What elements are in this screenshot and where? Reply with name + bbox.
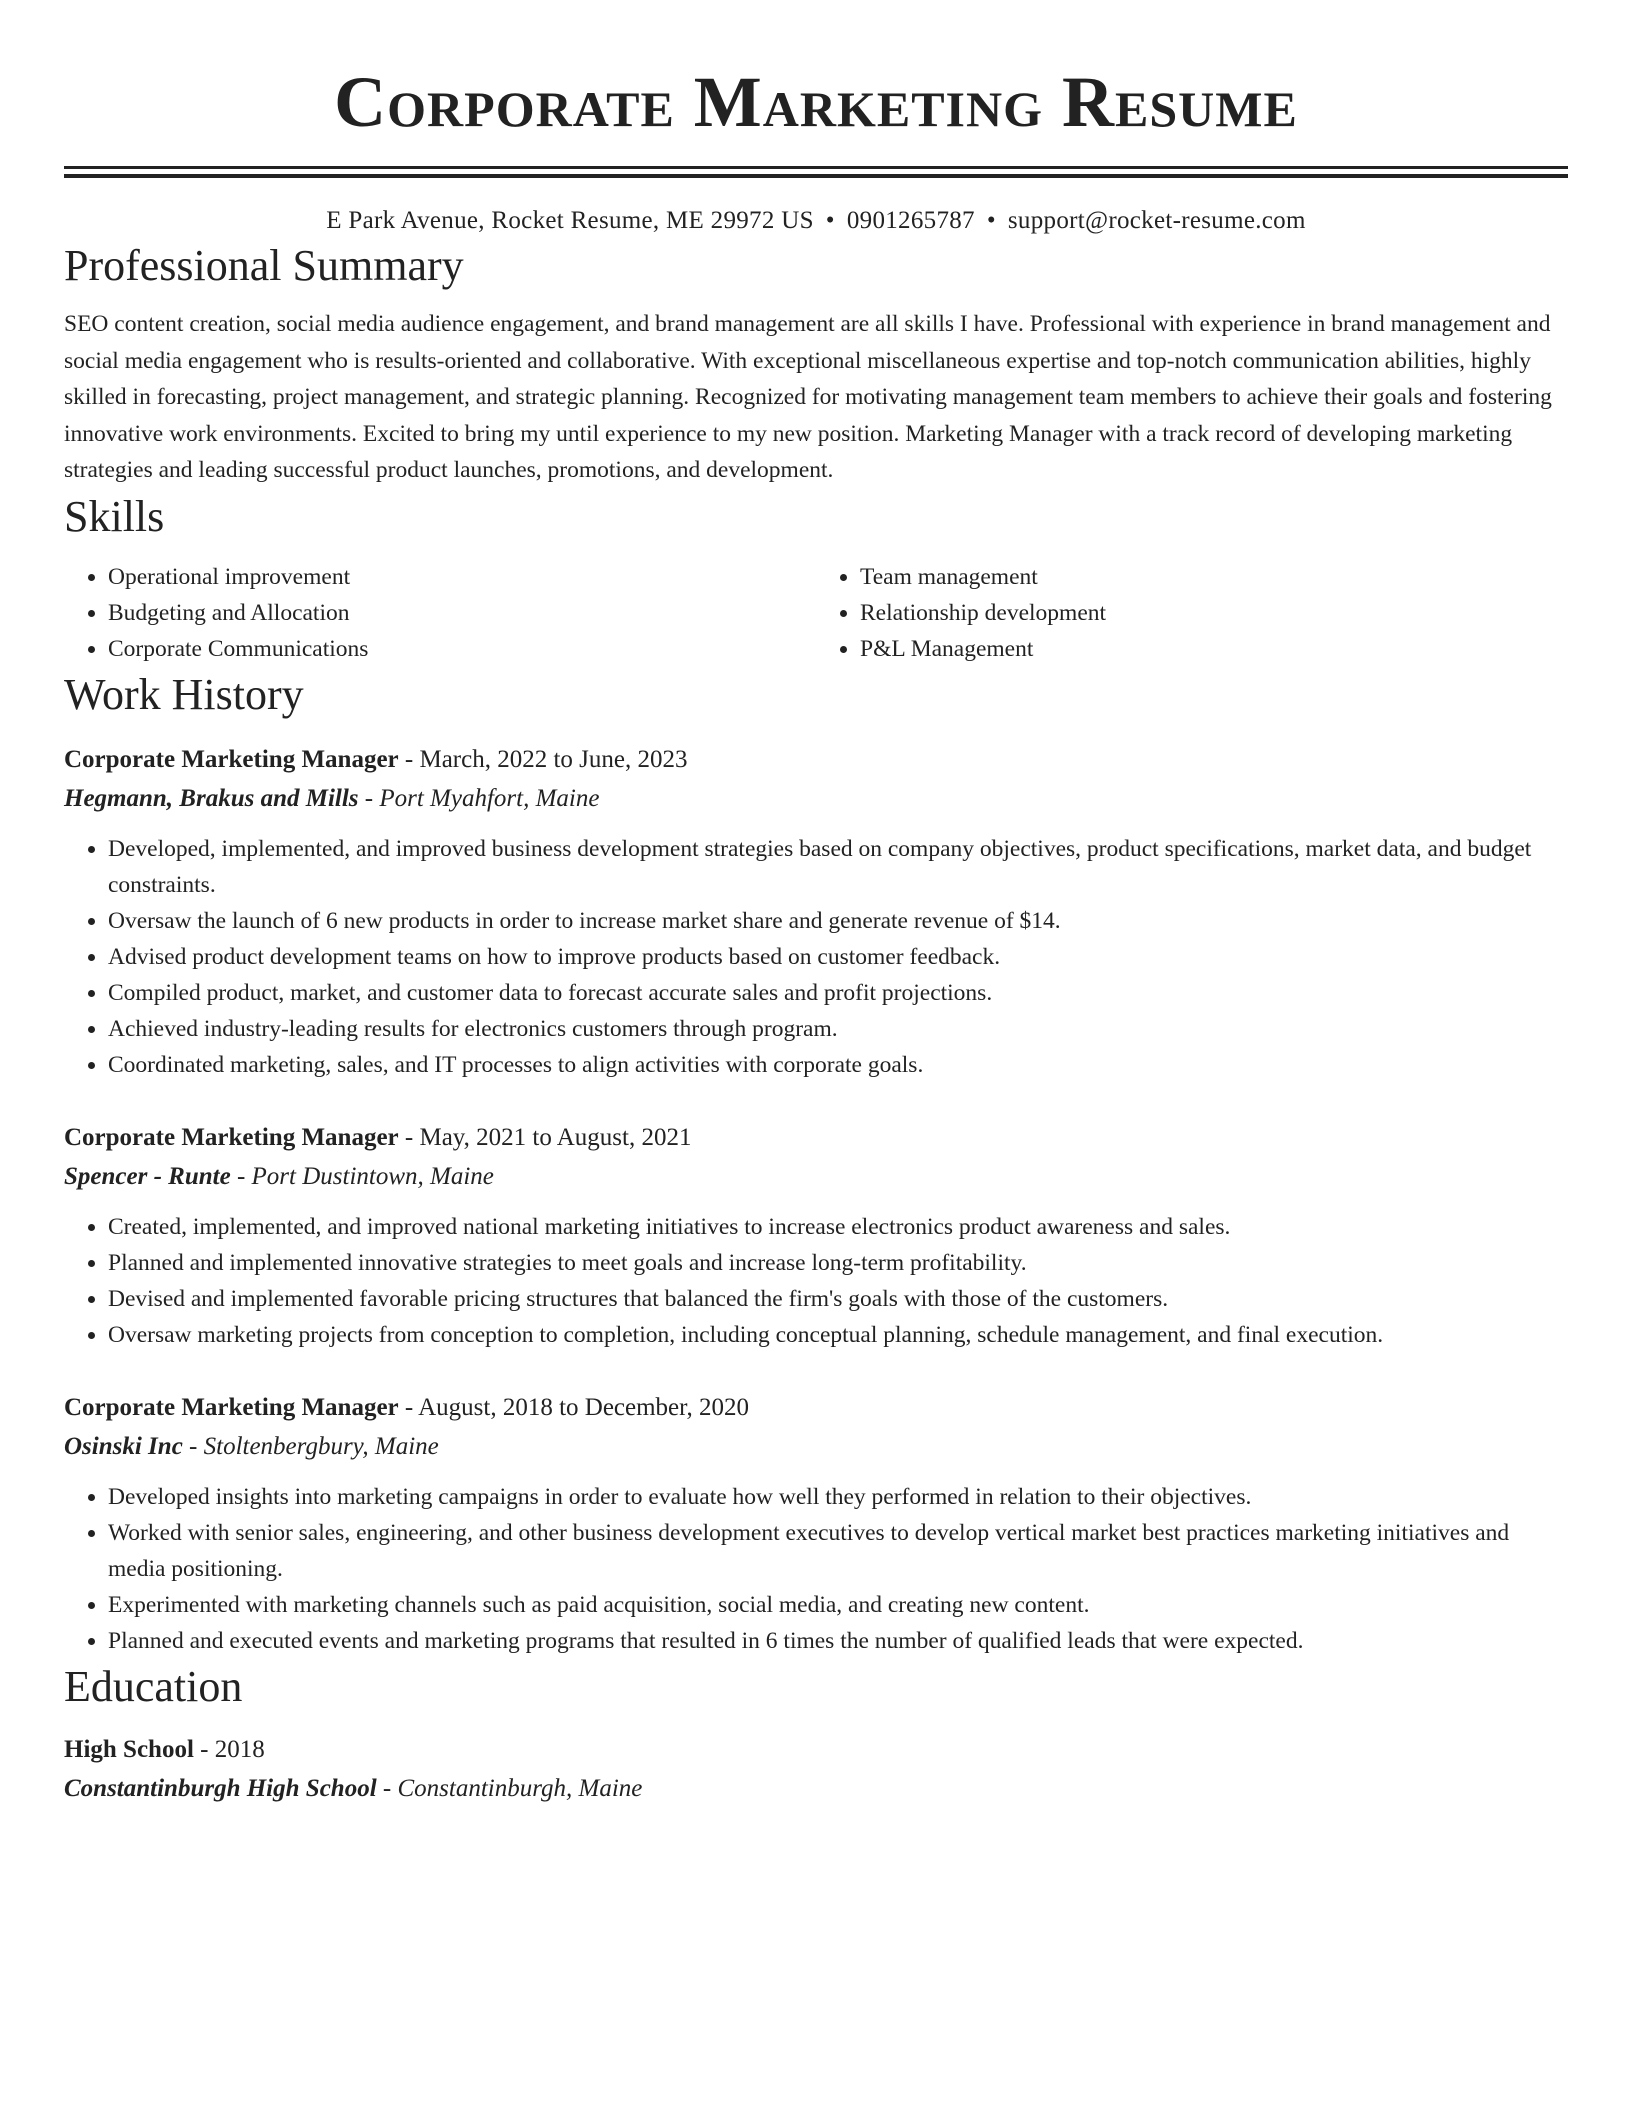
skill-item: • P&L Management [860, 631, 1568, 667]
summary-heading: Professional Summary [64, 241, 464, 290]
job-dash: - [230, 1162, 252, 1190]
job-bullet: • Coordinated marketing, sales, and IT processes to align activities with corporate goals. [108, 1047, 1568, 1083]
job-company: Osinski Inc [64, 1432, 183, 1460]
title-divider [64, 166, 1568, 178]
job-dates: August, 2018 to December, 2020 [418, 1393, 749, 1421]
contact-address: E Park Avenue, Rocket Resume, ME 29972 US [326, 207, 814, 234]
job-location: Stoltenbergbury, Maine [203, 1432, 439, 1460]
job-bullets [64, 831, 1568, 1083]
job-dash: - [398, 1393, 419, 1421]
job-dash: - [358, 784, 380, 812]
job-location: Port Dustintown, Maine [251, 1162, 494, 1190]
skill-item: • Team management [860, 559, 1568, 595]
job-entry [64, 1119, 1568, 1353]
job-bullet: • Developed insights into marketing campaigns in order to evaluate how well they performed in relation to their objectives. [108, 1479, 1568, 1515]
job-bullet: • Developed, implemented, and improved business development strategies based on company objectives, product specifications, market data, and budget constraints. [108, 831, 1568, 903]
job-company: Spencer - Runte [64, 1162, 231, 1190]
job-dash: - [182, 1432, 204, 1460]
contact-line [64, 204, 1568, 238]
job-bullet: • Planned and implemented innovative strategies to meet goals and increase long-term profitability. [108, 1245, 1568, 1281]
contact-phone: 0901265787 [846, 207, 975, 234]
job-role: Corporate Marketing Manager [64, 745, 399, 773]
skill-item: • Budgeting and Allocation [108, 595, 816, 631]
resume-title: Corporate Marketing Resume [334, 62, 1298, 142]
skills-list-left [64, 559, 816, 667]
job-company-line [64, 1427, 1568, 1467]
contact-separator: • [825, 207, 835, 234]
job-company-line [64, 1157, 1568, 1197]
job-title-line [64, 741, 1568, 779]
job-role: Corporate Marketing Manager [64, 1393, 399, 1421]
job-bullet: • Advised product development teams on how to improve products based on customer feedback. [108, 939, 1568, 975]
skills-heading: Skills [64, 491, 165, 541]
contact-email: support@rocket-resume.com [1007, 207, 1306, 234]
education-school-line [64, 1769, 1568, 1809]
job-dates: May, 2021 to August, 2021 [419, 1123, 692, 1151]
education-degree-line [64, 1731, 1568, 1769]
job-location: Port Myahfort, Maine [379, 784, 600, 812]
job-entry [64, 1389, 1568, 1659]
job-bullet: • Achieved industry-leading results for electronics customers through program. [108, 1011, 1568, 1047]
skills-grid [64, 559, 1568, 667]
education-dash: - [193, 1735, 215, 1763]
education-heading: Education [64, 1661, 243, 1711]
job-bullet: • Devised and implemented favorable pricing structures that balanced the firm's goals with those of the customers. [108, 1281, 1568, 1317]
job-bullets [64, 1479, 1568, 1659]
skill-item: • Relationship development [860, 595, 1568, 631]
job-bullet: • Planned and executed events and marketing programs that resulted in 6 times the number of qualified leads that were expected. [108, 1623, 1568, 1659]
job-bullets [64, 1209, 1568, 1353]
skill-item: • Corporate Communications [108, 631, 816, 667]
job-dates: March, 2022 to June, 2023 [419, 745, 688, 773]
job-bullet: • Created, implemented, and improved national marketing initiatives to increase electronics product awareness and sales. [108, 1209, 1568, 1245]
job-company-line [64, 779, 1568, 819]
job-title-line [64, 1119, 1568, 1157]
education-entry [64, 1731, 1568, 1809]
job-bullet: • Oversaw the launch of 6 new products in order to increase market share and generate revenue of $14. [108, 903, 1568, 939]
education-year: 2018 [214, 1735, 265, 1763]
work-history-heading: Work History [64, 669, 304, 719]
job-company: Hegmann, Brakus and Mills [64, 784, 359, 812]
education-school: Constantinburgh High School [64, 1774, 377, 1802]
job-bullet: • Worked with senior sales, engineering, and other business development executives to develop vertical market best practices marketing initiatives and media positioning. [108, 1515, 1568, 1587]
education-degree: High School [64, 1735, 194, 1763]
contact-separator: • [986, 207, 996, 234]
job-dash: - [398, 1123, 420, 1151]
job-title-line [64, 1389, 1568, 1427]
job-dash: - [398, 745, 420, 773]
summary-text: SEO content creation, social media audience engagement, and brand management are all skills I have. Professional with experience in brand management and social media engagement who is results-oriented and collaborative. With exceptional miscellaneous expertise and top-notch communication abilities, highly skilled in forecasting, project management, and strategic planning. Recognized for motivating management team members to achieve their goals and fostering innovative work environments. Excited to bring my until experience to my new position. Marketing Manager with a track record of developing marketing strategies and leading successful product launches, promotions, and development. [64, 311, 1552, 483]
education-dash: - [376, 1774, 398, 1802]
job-entry [64, 741, 1568, 1083]
skill-item: • Operational improvement [108, 559, 816, 595]
job-role: Corporate Marketing Manager [64, 1123, 399, 1151]
job-bullet: • Oversaw marketing projects from conception to completion, including conceptual planning, schedule management, and final execution. [108, 1317, 1568, 1353]
skills-list-right [816, 559, 1568, 667]
job-bullet: • Experimented with marketing channels such as paid acquisition, social media, and creating new content. [108, 1587, 1568, 1623]
education-location: Constantinburgh, Maine [397, 1774, 643, 1802]
job-bullet: • Compiled product, market, and customer data to forecast accurate sales and profit projections. [108, 975, 1568, 1011]
